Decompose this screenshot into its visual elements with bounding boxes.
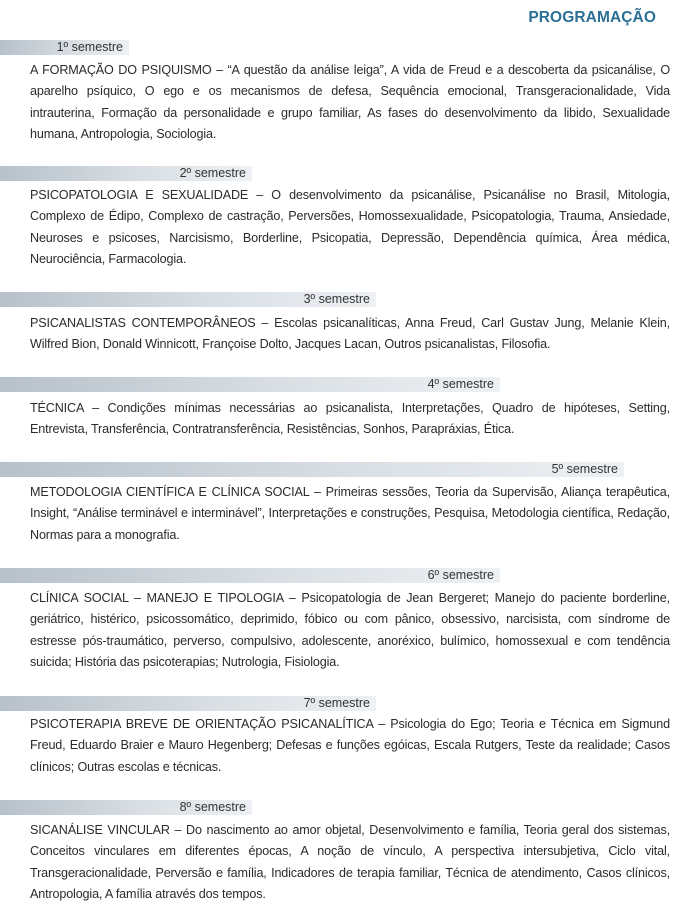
semester-2-content: PSICOPATOLOGIA E SEXUALIDADE – O desenvolvimento da psicanálise, Psicanálise no Brasil, Mitologia, Complexo de Édipo, Complexo de castração, Perversões, Homossexualidade, Psicopatologia, Trauma, Ansiedade, Neuroses e psicoses, Narcisismo, Borderline, Psicopatia, Depressão, Dependência química, Área médica, Neurociência, Farmacologia. <box>30 188 670 266</box>
semester-1-content: A FORMAÇÃO DO PSIQUISMO – “A questão da análise leiga”, A vida de Freud e a descoberta da psicanálise, O aparelho psíquico, O ego e os mecanismos de defesa, Sequência emocional, Transgeracionalidade, Vida intrauterina, Formação da personalidade e grupo familiar, As fases do desenvolvimento da libido, Sexualidade humana, Antropologia, Sociologia. <box>30 63 670 141</box>
semester-7-label: 7º semestre <box>303 696 370 710</box>
semester-7-header <box>0 696 376 711</box>
semester-8-label: 8º semestre <box>179 800 246 814</box>
semester-6-header <box>0 568 500 583</box>
semester-4-content: TÉCNICA – Condições mínimas necessárias ao psicanalista, Interpretações, Quadro de hipóteses, Setting, Entrevista, Transferência, Contratransferência, Resistências, Sonhos, Parapráxias, Ética. <box>30 401 670 437</box>
semester-1-label: 1º semestre <box>56 40 123 54</box>
semester-bar <box>0 377 500 392</box>
semester-8-header <box>0 800 252 815</box>
semester-2-header <box>0 166 252 181</box>
semester-4-header <box>0 377 500 392</box>
semester-6-content: CLÍNICA SOCIAL – MANEJO E TIPOLOGIA – Psicopatologia de Jean Bergeret; Manejo do paciente borderline, geriátrico, histérico, psicossomático, deprimido, fóbico ou com pânico, obsessivo, narcisista, com síndrome de estresse pós-traumático, perverso, compulsivo, adolescente, anoréxico, bulímico, homossexual e com tendência suicida; História das psicoterapias; Nutrologia, Fisiologia. <box>30 591 670 669</box>
semester-5-label: 5º semestre <box>551 462 618 476</box>
semester-4-label: 4º semestre <box>427 377 494 391</box>
page-title: PROGRAMAÇÃO <box>528 9 656 26</box>
semester-6-label: 6º semestre <box>427 568 494 582</box>
semester-3-content: PSICANALISTAS CONTEMPORÂNEOS – Escolas psicanalíticas, Anna Freud, Carl Gustav Jung, Melanie Klein, Wilfred Bion, Donald Winnicott, Françoise Dolto, Jacques Lacan, Outros psicanalistas, Filosofia. <box>30 316 670 352</box>
semester-1-header <box>0 40 129 55</box>
semester-7-content: PSICOTERAPIA BREVE DE ORIENTAÇÃO PSICANALÍTICA – Psicologia do Ego; Teoria e Técnica em Sigmund Freud, Eduardo Braier e Mauro Hegenberg; Defesas e funções egóicas, Escala Rutgers, Teste da realidade; Casos clínicos; Outras escolas e técnicas. <box>30 717 670 774</box>
semester-8-content: SICANÁLISE VINCULAR – Do nascimento ao amor objetal, Desenvolvimento e família, Teoria geral dos sistemas, Conceitos vinculares em diferentes épocas, A noção de vínculo, A perspectiva intersubjetiva, Ciclo vital, Transgeracionalidade, Perversão e família, Indicadores de terapia familiar, Técnica de atendimento, Casos clínicos, Antropologia, A família através dos tempos. <box>30 823 670 901</box>
semester-bar <box>0 462 624 477</box>
semester-3-label: 3º semestre <box>303 292 370 306</box>
semester-2-label: 2º semestre <box>179 166 246 180</box>
semester-bar <box>0 568 500 583</box>
semester-3-header <box>0 292 376 307</box>
semester-5-content: METODOLOGIA CIENTÍFICA E CLÍNICA SOCIAL – Primeiras sessões, Teoria da Supervisão, Aliança terapêutica, Insight, “Análise terminável e interminável”, Interpretações e construções, Pesquisa, Metodologia científica, Redação, Normas para a monografia. <box>30 485 670 542</box>
semester-5-header <box>0 462 624 477</box>
